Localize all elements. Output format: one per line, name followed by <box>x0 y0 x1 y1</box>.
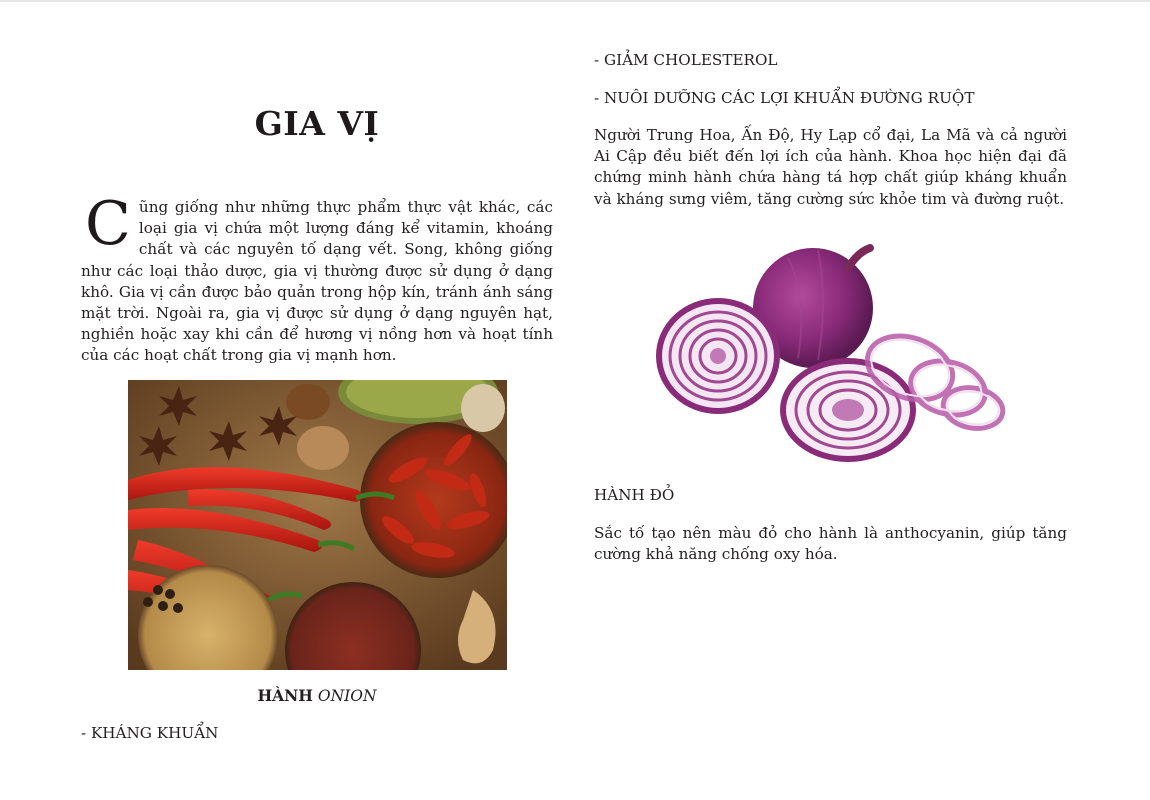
benefit-antibacterial: - KHÁNG KHUẨN <box>81 724 219 742</box>
red-onion-photo <box>648 238 1013 468</box>
caption-vietnamese: HÀNH <box>257 686 313 705</box>
red-onion-paragraph: Sắc tố tạo nên màu đỏ cho hành là anthocyanin, giúp tăng cường khả năng chống oxy hóa. <box>594 524 1067 564</box>
onion-history-paragraph: Người Trung Hoa, Ấn Độ, Hy Lạp cổ đại, La Mã và cả người Ai Cập đều biết đến lợi ích của hành. Khoa học hiện đại đã chứng minh hành chứa hàng tá hợp chất giúp kháng khuẩn và kháng sưng viêm, tăng cường sức khỏe tim và đường ruột. <box>594 126 1067 208</box>
spices-photo <box>128 380 507 670</box>
intro-text: ũng giống như những thực phẩm thực vật khác, các loại gia vị chứa một lượng đáng kể vitamin, khoáng chất và các nguyên tố dạng vết. Song, không giống như các loại thảo dược, gia vị thường được sử dụng ở dạng khô. Gia vị cần được bảo quản trong hộp kín, tránh ánh sáng mặt trời. Ngoài ra, gia vị được sử dụng ở dạng nguyên hạt, nghiền hoặc xay khi cần để hương vị nồng hơn và hoạt tính của các hoạt chất trong gia vị mạnh hơn. <box>81 198 553 365</box>
page-title: GIA VỊ <box>254 104 380 143</box>
intro-paragraph <box>81 189 553 367</box>
benefit-gut-bacteria: - NUÔI DƯỠNG CÁC LỢI KHUẨN ĐƯỜNG RUỘT <box>594 89 975 107</box>
drop-cap: C <box>85 189 131 259</box>
image-caption <box>81 686 553 705</box>
red-onion-heading: HÀNH ĐỎ <box>594 486 675 504</box>
benefit-cholesterol: - GIẢM CHOLESTEROL <box>594 51 778 69</box>
caption-english: ONION <box>317 687 377 705</box>
page-top-border <box>0 0 1150 2</box>
